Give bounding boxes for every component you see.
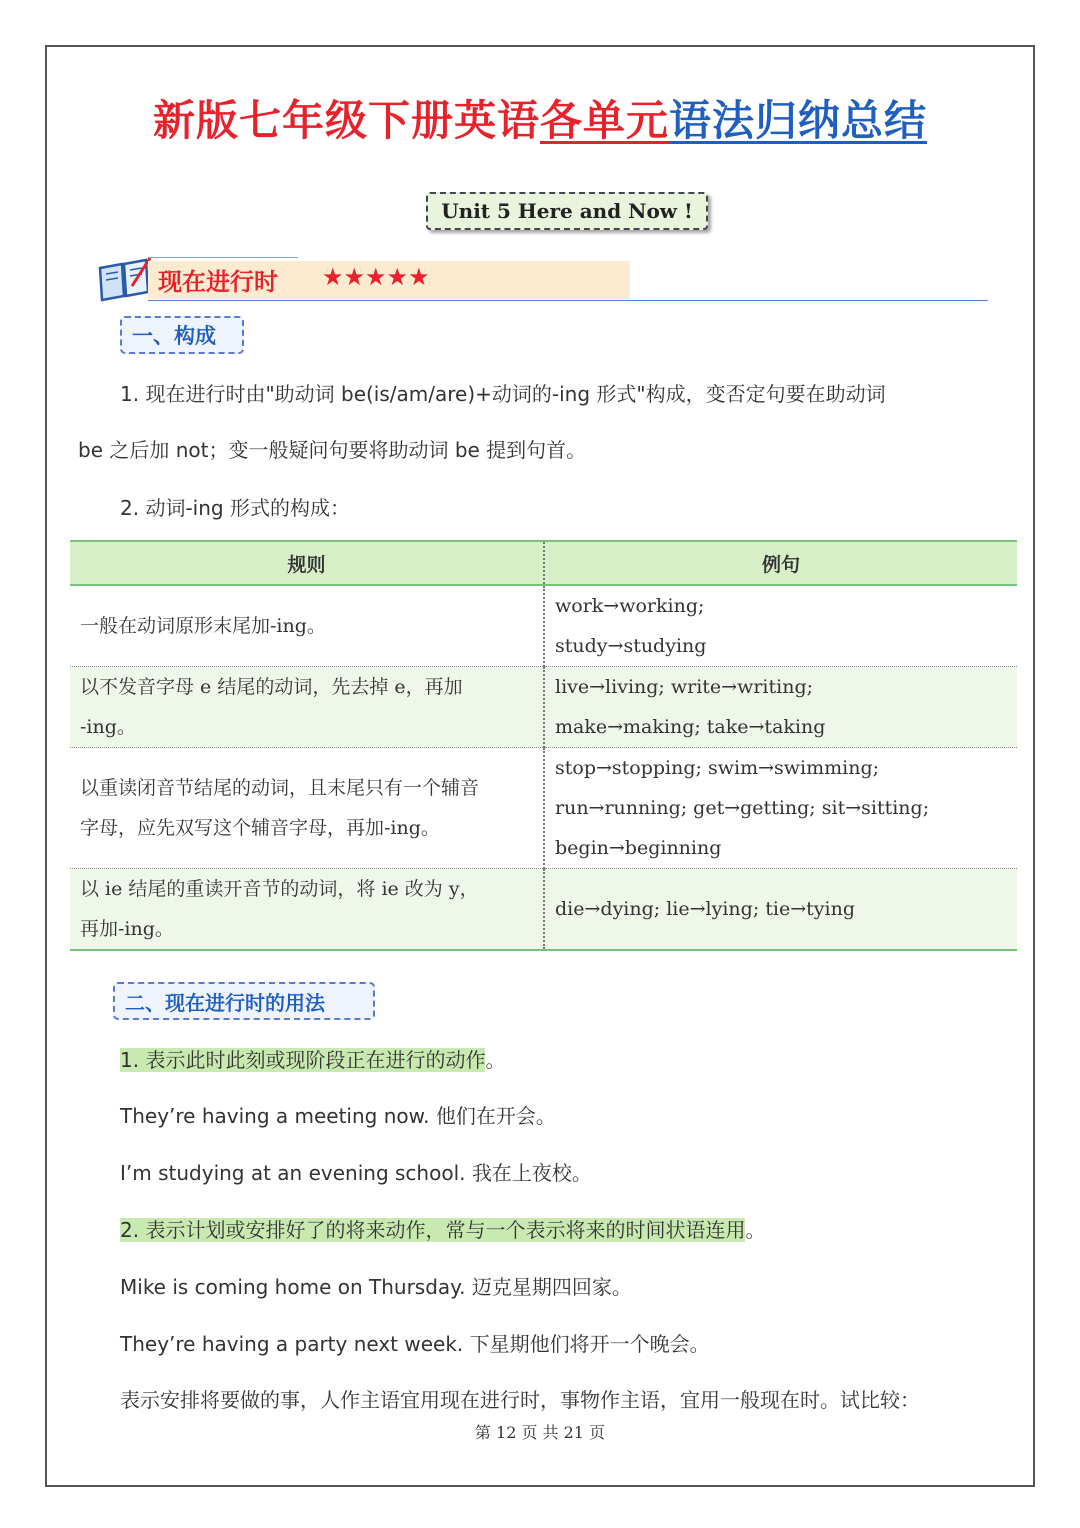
example-text: make→making; take→taking <box>555 716 826 738</box>
usage-note: 表示安排将要做的事，人作主语宜用现在进行时，事物作主语，宜用一般现在时。试比较： <box>120 1388 920 1412</box>
usage-2-end: 。 <box>745 1218 766 1242</box>
example-text: work→working; <box>555 595 705 617</box>
ing-rules-table <box>70 540 1017 951</box>
example-text: begin→beginning <box>555 837 722 859</box>
rule-cell <box>70 667 544 748</box>
example-sentence-2: I’m studying at an evening school. 我在上夜校。 <box>120 1161 592 1185</box>
example-text: run→running; get→getting; sit→sitting; <box>555 797 930 819</box>
section-title: 现在进行时 <box>158 267 278 296</box>
section-underline <box>148 300 988 301</box>
usage-1-end: 。 <box>485 1048 506 1072</box>
example-text: study→studying <box>555 635 707 657</box>
rule-text: 以重读闭音节结尾的动词，且末尾只有一个辅音 <box>80 777 480 799</box>
table-header-example: 例句 <box>544 541 1017 585</box>
table-row <box>70 585 1017 667</box>
example-cell <box>544 585 1017 667</box>
section-top-line <box>148 257 298 258</box>
usage-2 <box>120 1214 765 1243</box>
table-row <box>70 748 1017 869</box>
rule-text: 一般在动词原形末尾加-ing。 <box>80 615 326 637</box>
rule-cell <box>70 748 544 869</box>
table-row <box>70 667 1017 748</box>
rule-text: -ing。 <box>80 716 136 738</box>
usage-2-highlight: 2. 表示计划或安排好了的将来动作，常与一个表示将来的时间状语连用 <box>120 1218 746 1242</box>
usage-1 <box>120 1044 505 1073</box>
rule-text: 以 ie 结尾的重读开音节的动词，将 ie 改为 y， <box>80 878 479 900</box>
paragraph-1-line-2: be 之后加 not；变一般疑问句要将助动词 be 提到句首。 <box>78 438 587 462</box>
rule-text: 字母，应先双写这个辅音字母，再加-ing。 <box>80 817 440 839</box>
title-part2: 各单元 <box>539 96 669 145</box>
unit-label: Unit 5 Here and Now ! <box>426 192 708 230</box>
importance-stars: ★★★★★ <box>322 263 430 291</box>
example-sentence-1: They’re having a meeting now. 他们在开会。 <box>120 1104 556 1128</box>
example-text: stop→stopping; swim→swimming; <box>555 757 880 779</box>
open-book-icon <box>96 256 152 302</box>
rule-cell <box>70 585 544 667</box>
table-header-row <box>70 541 1017 585</box>
example-sentence-4: They’re having a party next week. 下星期他们将开一个晚会。 <box>120 1332 710 1356</box>
rule-text: 再加-ing。 <box>80 918 174 940</box>
page-number: 第 12 页 共 21 页 <box>474 1423 606 1442</box>
example-cell <box>544 748 1017 869</box>
example-text: live→living; write→writing; <box>555 676 814 698</box>
subsection-label-composition: 一、构成 <box>120 316 244 354</box>
paragraph-2: 2. 动词-ing 形式的构成： <box>120 496 350 520</box>
subsection-label-usage: 二、现在进行时的用法 <box>113 982 375 1020</box>
example-cell <box>544 869 1017 951</box>
rule-cell <box>70 869 544 951</box>
usage-1-highlight: 1. 表示此时此刻或现阶段正在进行的动作 <box>120 1048 486 1072</box>
example-sentence-3: Mike is coming home on Thursday. 迈克星期四回家。 <box>120 1275 632 1299</box>
paragraph-1-line-1: 1. 现在进行时由"助动词 be(is/am/are)+动词的-ing 形式"构成，变否定句要在助动词 <box>120 382 886 406</box>
title-part1: 新版七年级下册英语 <box>152 96 540 145</box>
example-text: die→dying; lie→lying; tie→tying <box>555 898 855 920</box>
example-cell <box>544 667 1017 748</box>
title-part3: 语法归纳总结 <box>669 96 928 145</box>
rule-text: 以不发音字母 e 结尾的动词，先去掉 e，再加 <box>80 676 463 698</box>
document-title <box>0 88 1080 148</box>
table-row <box>70 869 1017 951</box>
table-header-rule: 规则 <box>70 541 544 585</box>
